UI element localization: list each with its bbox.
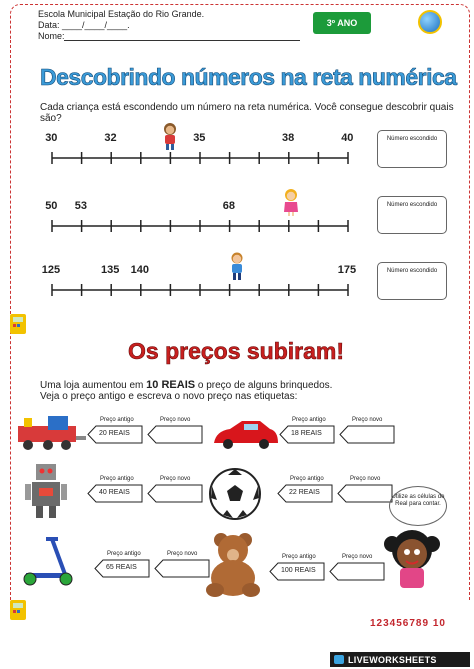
section2-title: Os preços subiram! [128, 338, 345, 364]
old-price-value: 22 REAIS [289, 489, 320, 496]
hidden-number-box[interactable]: Número escondido [377, 130, 447, 168]
speech-bubble: Utilize as células de Real para contar. [389, 486, 447, 526]
old-price-value: 40 REAIS [99, 489, 130, 496]
new-price-input[interactable] [158, 487, 200, 500]
tick-label: 125 [41, 264, 61, 276]
new-price-input[interactable] [158, 428, 200, 441]
tick-label: 40 [341, 132, 354, 144]
old-price-label: Preço antigo [100, 476, 134, 482]
child-boy-curly-icon [164, 123, 176, 150]
section2-instruction: Uma loja aumentou em 10 REAIS o preço de alguns brinquedos. [40, 379, 333, 391]
tick-label: 68 [222, 200, 236, 212]
train-icon [18, 416, 86, 450]
ball-icon [210, 469, 260, 519]
decorative-digits: 123456789 10 [370, 618, 446, 629]
old-price-label: Preço antigo [100, 417, 134, 423]
old-price-label: Preço antigo [292, 417, 326, 423]
new-price-label: Preço novo [342, 554, 373, 560]
robot-icon [25, 464, 67, 518]
new-price-input[interactable] [165, 562, 207, 575]
tick-label: 32 [104, 132, 117, 144]
new-price-input[interactable] [340, 565, 382, 578]
tick-label: 140 [130, 264, 149, 276]
section2-instruction-2: Veja o preço antigo e escreva o novo preço nas etiquetas: [40, 391, 298, 402]
old-price-label: Preço antigo [107, 551, 141, 557]
school-name: Escola Municipal Estação do Rio Grande. [38, 9, 205, 19]
new-price-input[interactable] [350, 428, 392, 441]
section1-title: Descobrindo números na reta numérica [40, 64, 457, 90]
old-price-value: 65 REAIS [106, 564, 137, 571]
calculator-icon-bottom [10, 600, 26, 620]
car-icon [214, 421, 278, 449]
new-price-label: Preço novo [352, 417, 383, 423]
new-price-label: Preço novo [167, 551, 198, 557]
new-price-label: Preço novo [160, 476, 191, 482]
hidden-number-box[interactable]: Número escondido [377, 196, 447, 234]
grade-badge: 3º ANO [313, 12, 371, 34]
old-price-label: Preço antigo [282, 554, 316, 560]
old-price-value: 18 REAIS [291, 430, 322, 437]
old-price-value: 100 REAIS [281, 567, 316, 574]
girl-helper-icon [384, 530, 440, 588]
tick-label: 53 [74, 200, 88, 212]
footer-brand[interactable]: LIVEWORKSHEETS [330, 652, 470, 667]
teddy-bear-icon [206, 533, 260, 597]
new-price-label: Preço novo [350, 476, 381, 482]
child-boy-icon [232, 253, 243, 281]
name-label: Nome: [38, 31, 65, 41]
tick-label: 50 [45, 200, 58, 212]
tick-label: 175 [337, 264, 357, 276]
date-field: Data: ____/____/____. [38, 20, 130, 30]
tick-label: 30 [45, 132, 58, 144]
scooter-icon [24, 539, 72, 585]
old-price-label: Preço antigo [290, 476, 324, 482]
new-price-input[interactable] [348, 487, 390, 500]
hidden-number-box[interactable]: Número escondido [377, 262, 447, 300]
calculator-icon [10, 314, 26, 334]
liveworksheets-logo-icon [334, 655, 344, 664]
new-price-label: Preço novo [160, 417, 191, 423]
old-price-value: 20 REAIS [99, 430, 130, 437]
tick-label: 38 [282, 132, 295, 144]
child-girl-icon [284, 189, 298, 216]
section1-instruction: Cada criança está escondendo um número na reta numérica. Você consegue descobrir quais são? [40, 102, 454, 124]
tick-label: 35 [193, 132, 206, 144]
tick-label: 135 [101, 264, 120, 276]
